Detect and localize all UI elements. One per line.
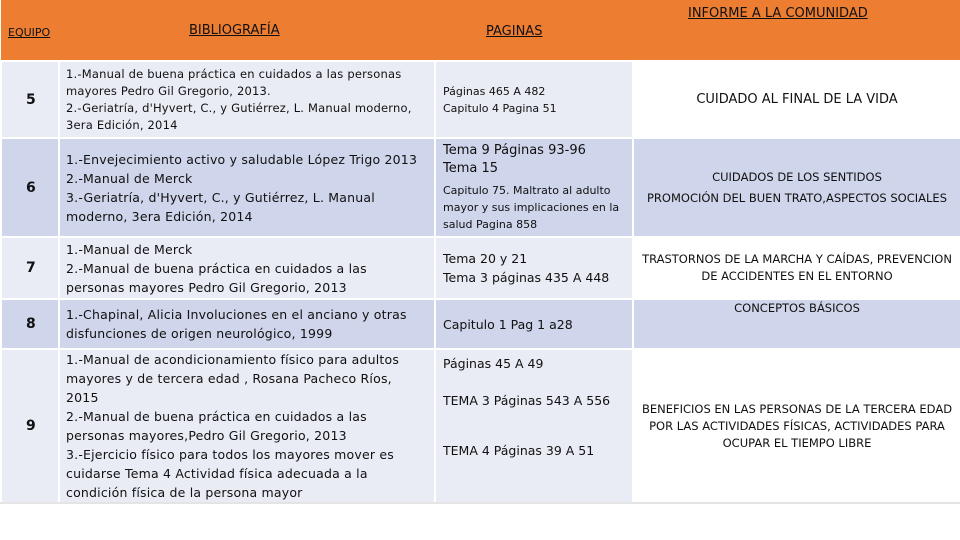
paginas-cell xyxy=(435,138,633,237)
paginas-entry: Tema 15 xyxy=(443,161,499,176)
paginas-entry: Capitulo 4 Pagina 51 xyxy=(443,101,557,115)
bibliography-entry: 1.-Manual de acondicionamiento físico para adultos mayores y de tercera edad , Rosana Pacheco Ríos, 2015 xyxy=(66,352,400,405)
paginas-entry: Capitulo 75. Maltrato al adulto mayor y sus implicaciones en la salud Pagina 858 xyxy=(443,184,620,231)
bibliography-entry: 3.-Geriatría, d'Hyvert, C., y Gutiérrez, L. Manual moderno, 3era Edición, 2014 xyxy=(66,189,375,224)
paginas-cell xyxy=(435,61,633,138)
bibliography-cell xyxy=(59,61,435,138)
bibliography-cell xyxy=(59,237,435,299)
equipo-number: 6 xyxy=(1,138,59,237)
equipo-number: 9 xyxy=(1,349,59,503)
paginas-cell xyxy=(435,237,633,299)
header-equipo: EQUIPO xyxy=(8,26,51,39)
informe-entry: PROMOCIÓN DEL BUEN TRATO,ASPECTOS SOCIALES xyxy=(647,190,947,205)
bibliography-entry: 2.-Manual de buena práctica en cuidados a las personas mayores,Pedro Gil Gregorio, 2013 xyxy=(66,409,367,443)
bibliography-cell xyxy=(59,138,435,237)
equipo-number: 5 xyxy=(1,61,59,138)
bibliography-entry: 1.-Chapinal, Alicia Involuciones en el anciano y otras disfunciones de origen neurológico, 1999 xyxy=(66,307,407,341)
paginas-entry: Páginas 45 A 49 xyxy=(443,356,544,371)
paginas-entry: TEMA 3 Páginas 543 A 556 xyxy=(443,393,611,408)
table-row xyxy=(1,349,960,503)
informe-entry: BENEFICIOS EN LAS PERSONAS DE LA TERCERA EDAD POR LAS ACTIVIDADES FÍSICAS, ACTIVIDADES PARA OCUPAR EL TIEMPO LIBRE xyxy=(641,401,953,450)
informe-entry: CUIDADO AL FINAL DE LA VIDA xyxy=(696,92,898,107)
informe-cell xyxy=(633,299,960,349)
informe-entry: CONCEPTOS BÁSICOS xyxy=(734,301,860,315)
bibliography-entry: 1.-Manual de buena práctica en cuidados a las personas mayores Pedro Gil Gregorio, 2013. xyxy=(66,66,402,98)
table-row xyxy=(1,299,960,349)
bibliography-entry: 2.-Manual de Merck xyxy=(66,170,193,186)
bibliography-entry: 1.-Envejecimiento activo y saludable López Trigo 2013 xyxy=(66,151,418,167)
header-informe: INFORME A LA COMUNIDAD xyxy=(688,6,868,21)
header-cell-informe xyxy=(633,0,960,61)
bibliography-cell xyxy=(59,299,435,349)
paginas-entry: Tema 20 y 21 xyxy=(443,251,528,266)
informe-entry: CUIDADOS DE LOS SENTIDOS xyxy=(712,169,882,184)
table-row xyxy=(1,61,960,138)
paginas-entry: TEMA 4 Páginas 39 A 51 xyxy=(443,443,595,458)
bibliography-cell xyxy=(59,349,435,503)
bibliography-entry: 3.-Ejercicio físico para todos los mayores mover es cuidarse Tema 4 Actividad física adecuada a la condición física de la persona mayor xyxy=(66,447,394,500)
equipo-number: 8 xyxy=(1,299,59,349)
header-paginas: PAGINAS xyxy=(486,24,543,39)
header-cell-equipo xyxy=(1,0,59,61)
equipo-number: 7 xyxy=(1,237,59,299)
informe-entry: TRASTORNOS DE LA MARCHA Y CAÍDAS, PREVENCION DE ACCIDENTES EN EL ENTORNO xyxy=(642,252,952,283)
header-cell-bibliografia xyxy=(59,0,435,61)
bibliography-entry: 2.-Manual de buena práctica en cuidados a las personas mayores Pedro Gil Gregorio, 2013 xyxy=(66,260,367,295)
informe-cell xyxy=(633,349,960,503)
paginas-entry: Tema 9 Páginas 93-96 xyxy=(443,143,586,158)
paginas-cell xyxy=(435,299,633,349)
bibliography-entry: 1.-Manual de Merck xyxy=(66,241,193,257)
paginas-cell xyxy=(435,349,633,503)
header-cell-paginas xyxy=(435,0,633,61)
informe-cell xyxy=(633,138,960,237)
bibliography-entry: 2.-Geriatría, d'Hyvert, C., y Gutiérrez, L. Manual moderno, 3era Edición, 2014 xyxy=(66,100,412,132)
header-bibliografia: BIBLIOGRAFÍA xyxy=(189,23,280,38)
table-row xyxy=(1,237,960,299)
paginas-entry: Tema 3 páginas 435 A 448 xyxy=(443,270,610,285)
table-row xyxy=(1,138,960,237)
informe-cell xyxy=(633,61,960,138)
paginas-entry: Capitulo 1 Pag 1 a28 xyxy=(443,316,573,332)
informe-cell xyxy=(633,237,960,299)
paginas-entry: Páginas 465 A 482 xyxy=(443,84,546,98)
header-row xyxy=(1,0,960,61)
